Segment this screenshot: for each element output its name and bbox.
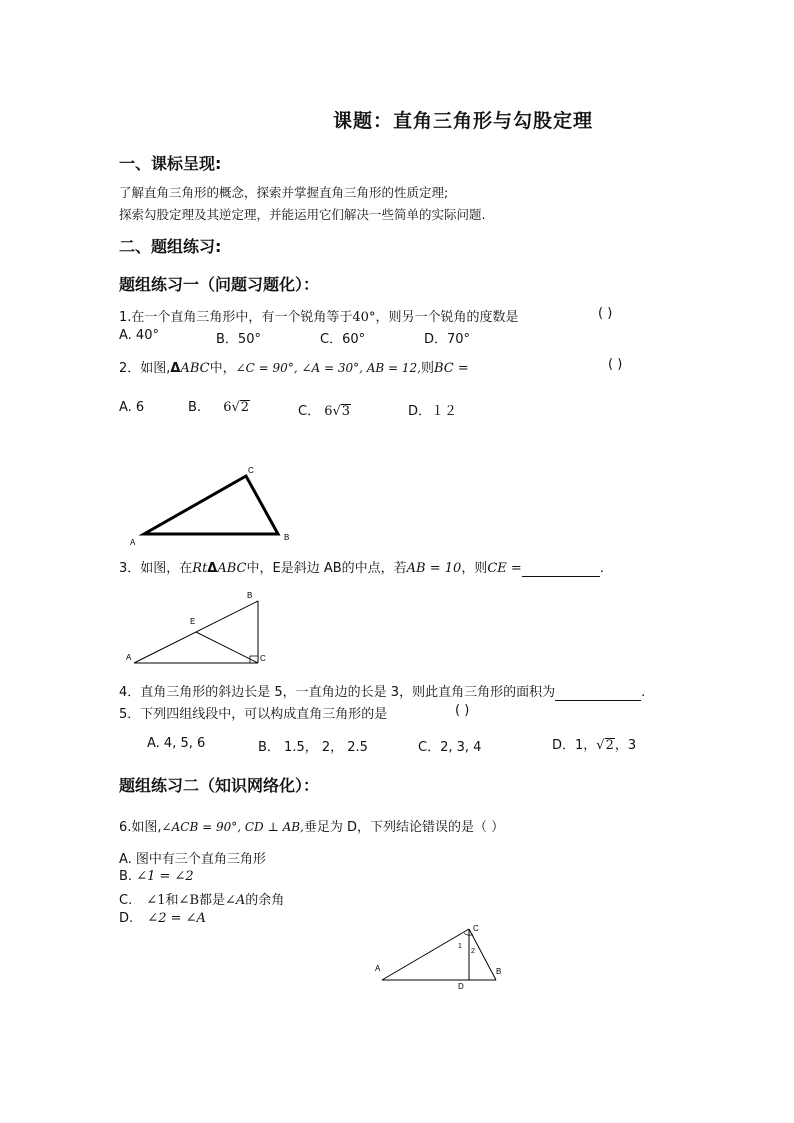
q3-median-ce bbox=[196, 632, 258, 663]
q4-text: 4．直角三角形的斜边长是 5，一直角边的长是 3，则此直角三角形的面积为 bbox=[119, 685, 556, 700]
question-2 bbox=[119, 357, 469, 376]
q4-end: . bbox=[641, 685, 646, 700]
q5-option-a: A. 4, 5, 6 bbox=[147, 736, 206, 751]
question-1 bbox=[119, 306, 518, 325]
q1-option-b: B．50° bbox=[216, 332, 261, 347]
q3-label-b: B bbox=[247, 591, 253, 600]
group2-heading: 题组练习二（知识网络化）： bbox=[119, 776, 320, 795]
q2-option-b-radicand: 2 bbox=[240, 400, 250, 415]
q6-label-c: C bbox=[473, 924, 479, 933]
page-title: 课题：直角三角形与勾股定理 bbox=[333, 110, 594, 132]
q6-side-ac bbox=[382, 929, 469, 980]
q2-triangle-figure bbox=[120, 462, 300, 552]
q6-option-b-expr: ∠1 = ∠2 bbox=[136, 869, 194, 884]
q2-triangle: ABC bbox=[180, 361, 210, 376]
q6-label-a: A bbox=[375, 964, 381, 973]
q3-label-e: E bbox=[190, 617, 196, 626]
q6-option-d-expr: ∠2 = ∠A bbox=[147, 911, 206, 926]
q5-option-d bbox=[552, 734, 636, 753]
sqrt-icon: √ bbox=[596, 738, 605, 753]
question-4 bbox=[119, 681, 645, 701]
q3-ce: CE = bbox=[487, 561, 522, 576]
q2-option-c bbox=[298, 400, 351, 419]
q2-option-c-label: C． bbox=[298, 404, 321, 419]
section2-heading: 二、题组练习: bbox=[119, 237, 222, 256]
q3-delta: Δ bbox=[207, 561, 218, 576]
q2-label-b: B bbox=[284, 533, 290, 542]
q3-number: 3．如图，在 bbox=[119, 561, 193, 576]
q6-option-c-angle1: ∠1 bbox=[146, 893, 166, 908]
q2-label-c: C bbox=[248, 466, 254, 475]
q3-label-a: A bbox=[126, 653, 132, 662]
q1-option-d: D．70° bbox=[424, 332, 471, 347]
q2-number: 2．如图, bbox=[119, 361, 171, 376]
q6-option-c-and: 和 bbox=[165, 893, 179, 908]
q5-option-c: C．2, 3, 4 bbox=[418, 740, 482, 755]
q2-option-d: D．１２ bbox=[408, 404, 458, 419]
q6-label-angle-1: 1 bbox=[458, 943, 462, 950]
q6-option-c-mid: 都是 bbox=[199, 893, 226, 908]
q2-condition: ∠C = 90°, ∠A = 30°, AB = 12, bbox=[235, 361, 421, 375]
q3-then: ，则 bbox=[461, 561, 488, 576]
q2-option-c-radicand: 3 bbox=[341, 404, 351, 419]
q1-stem-2: ，则另一个锐角的度数是 bbox=[375, 310, 519, 325]
q4-answer-blank bbox=[555, 685, 641, 701]
q3-end: . bbox=[599, 561, 604, 576]
q6-number: 6.如图, bbox=[119, 820, 162, 835]
q5-option-d-label: D．1， bbox=[552, 738, 597, 753]
q2-option-b-coef: 6 bbox=[223, 400, 232, 415]
q5-option-d-radicand: 2 bbox=[605, 738, 614, 753]
q5-option-d-end: ，3 bbox=[614, 738, 637, 753]
q3-mid: 中，E是斜边 AB的中点，若 bbox=[246, 561, 407, 576]
q6-option-d-label: D. bbox=[119, 911, 134, 926]
q2-option-c-coef: 6 bbox=[324, 404, 333, 419]
q5-option-b: B． 1.5， 2， 2.5 bbox=[258, 740, 368, 755]
q3-answer-blank bbox=[522, 561, 600, 577]
q2-answer-paren: ( ) bbox=[608, 357, 623, 372]
q6-label-angle-2: 2 bbox=[471, 948, 475, 955]
question-6 bbox=[119, 816, 504, 835]
q1-answer-paren: ( ) bbox=[598, 306, 613, 321]
standard-line-1: 了解直角三角形的概念，探索并掌握直角三角形的性质定理; bbox=[119, 185, 449, 200]
q1-option-c: C．60° bbox=[320, 332, 366, 347]
q6-option-c bbox=[119, 889, 284, 908]
standard-line-2: 探索勾股定理及其逆定理，并能运用它们解决一些简单的实际问题. bbox=[119, 207, 486, 222]
question-5: 5．下列四组线段中，可以构成直角三角形的是 bbox=[119, 707, 388, 722]
q2-option-b-label: B. bbox=[188, 400, 202, 415]
q3-label-c: C bbox=[260, 654, 266, 663]
sqrt-icon: √ bbox=[231, 400, 240, 415]
q2-mid: 中， bbox=[209, 361, 236, 376]
q3-triangle-figure bbox=[120, 588, 280, 668]
q3-condition: AB = 10 bbox=[406, 561, 462, 576]
q2-option-a: A. 6 bbox=[119, 400, 145, 415]
q6-option-c-angle-b: ∠B bbox=[178, 893, 199, 908]
q6-option-d bbox=[119, 911, 206, 926]
q6-option-b bbox=[119, 869, 194, 884]
q6-condition: ∠ACB = 90°, CD ⊥ AB, bbox=[161, 820, 304, 834]
group1-heading: 题组练习一（问题习题化）： bbox=[119, 275, 320, 294]
q3-triangle: ABC bbox=[217, 561, 247, 576]
q2-delta: Δ bbox=[170, 361, 181, 376]
q3-rt: Rt bbox=[192, 561, 208, 576]
q5-answer-paren: ( ) bbox=[455, 703, 470, 718]
q1-option-a: A. 40° bbox=[119, 328, 159, 343]
q2-triangle-shape bbox=[144, 476, 278, 534]
q6-option-c-label: C. bbox=[119, 893, 133, 908]
q2-then: 则 bbox=[421, 361, 435, 376]
q6-option-c-end: 的余角 bbox=[245, 893, 285, 908]
q6-option-c-angle-a: ∠A bbox=[225, 893, 246, 908]
q2-bc: BC = bbox=[434, 361, 469, 376]
section1-heading: 一、课标呈现: bbox=[119, 154, 222, 173]
q6-option-a: A. 图中有三个直角三角形 bbox=[119, 852, 266, 867]
q6-rest: 垂足为 D，下列结论错误的是（ ） bbox=[303, 820, 505, 835]
q6-label-b: B bbox=[496, 967, 502, 976]
q2-option-b bbox=[188, 400, 250, 415]
q6-option-b-label: B. bbox=[119, 869, 133, 884]
q2-label-a: A bbox=[130, 538, 136, 547]
sqrt-icon: √ bbox=[332, 404, 341, 419]
q1-stem: 1.在一个直角三角形中，有一个锐角等于 bbox=[119, 310, 353, 325]
question-3 bbox=[119, 557, 604, 577]
q6-label-d: D bbox=[458, 982, 464, 991]
q1-angle-value: 40° bbox=[352, 310, 376, 325]
q6-triangle-figure bbox=[372, 920, 512, 992]
